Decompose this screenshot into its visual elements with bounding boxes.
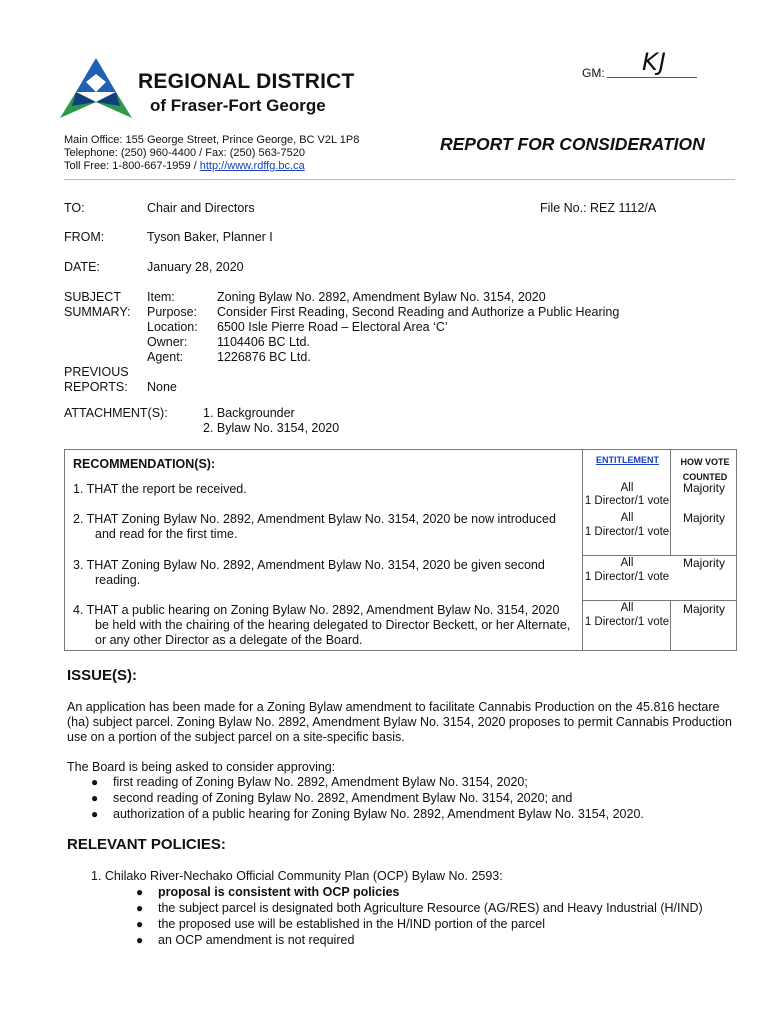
policy-bullet	[136, 884, 143, 900]
report-title: REPORT FOR CONSIDERATION	[440, 134, 705, 154]
tollfree-line	[64, 160, 305, 173]
bullet-icon: ●	[91, 807, 99, 821]
issues-paragraph-line1: An application has been made for a Zoning Bylaw amendment to facilitate Cannabis Production on the 45.816 hectare	[67, 700, 720, 714]
policy-bullet	[136, 900, 143, 916]
bullet-icon: ●	[136, 917, 144, 931]
recommendation-3-line2: reading.	[95, 573, 141, 587]
address-line: Main Office: 155 George Street, Prince George, BC V2L 1P8	[64, 134, 360, 146]
recommendation-4-line2: be held with the chairing of the hearing delegated to Director Beckett, or her Alternate,	[95, 618, 571, 632]
subject-purpose-value: Consider First Reading, Second Reading and Authorize a Public Hearing	[217, 305, 620, 319]
entitlement-4-a: All	[620, 602, 634, 614]
previous-reports-value: None	[147, 380, 177, 394]
issues-bullet-text: authorization of a public hearing for Zoning Bylaw No. 2892, Amendment Bylaw No. 3154, 2020.	[113, 807, 644, 821]
recommendation-3-line1: 3. THAT Zoning Bylaw No. 2892, Amendment Bylaw No. 3154, 2020 be given second	[73, 558, 545, 572]
entitlement-1-b: 1 Director/1 vote	[584, 495, 670, 507]
subject-owner-value: 1104406 BC Ltd.	[217, 335, 310, 349]
attachments-label: ATTACHMENT(S):	[64, 406, 168, 420]
policy-bullet-text: the subject parcel is designated both Agriculture Resource (AG/RES) and Heavy Industrial (H/IND)	[158, 901, 703, 915]
recommendation-2-line2: and read for the first time.	[95, 527, 238, 541]
header-divider	[64, 179, 735, 180]
issues-paragraph-line2: (ha) subject parcel. Zoning Bylaw No. 2892, Amendment Bylaw No. 3154, 2020 proposes to permit Cannabis Production	[67, 715, 732, 729]
policies-heading: RELEVANT POLICIES:	[67, 836, 226, 853]
entitlement-1-a: All	[620, 482, 634, 494]
issues-bullet	[91, 806, 98, 822]
vote-3: Majority	[682, 556, 725, 570]
attachment-item: 2. Bylaw No. 3154, 2020	[203, 421, 340, 435]
issues-bullet	[91, 790, 98, 806]
date-label: DATE:	[64, 260, 100, 274]
subject-owner-key: Owner:	[147, 335, 188, 349]
issues-bullet-text: second reading of Zoning Bylaw No. 2892, Amendment Bylaw No. 3154, 2020; and	[113, 791, 573, 805]
entitlement-4-b: 1 Director/1 vote	[584, 616, 670, 628]
vote-1: Majority	[682, 481, 725, 495]
policy-bullet-text: proposal is consistent with OCP policies	[158, 885, 400, 899]
recommendation-1: 1. THAT the report be received.	[73, 482, 247, 496]
phone-line: Telephone: (250) 960-4400 / Fax: (250) 563-7520	[64, 147, 305, 159]
attachment-item: 1. Backgrounder	[203, 406, 295, 420]
issues-paragraph-2: The Board is being asked to consider approving:	[67, 760, 336, 774]
bullet-icon: ●	[91, 791, 99, 805]
policy-bullet	[136, 932, 143, 948]
recommendation-4-line3: or any other Director as a delegate of the Board.	[95, 633, 363, 647]
date-value: January 28, 2020	[147, 260, 244, 274]
vote-4: Majority	[682, 602, 725, 616]
gm-signature-line	[607, 77, 697, 78]
gm-label: GM:	[582, 66, 605, 80]
subject-location-key: Location:	[147, 320, 198, 334]
org-name: REGIONAL DISTRICT	[138, 70, 355, 93]
bullet-icon: ●	[136, 885, 144, 899]
bullet-icon: ●	[136, 901, 144, 915]
to-label: TO:	[64, 201, 85, 215]
recommendation-2-line1: 2. THAT Zoning Bylaw No. 2892, Amendment Bylaw No. 3154, 2020 be now introduced	[73, 512, 556, 526]
subject-item-key: Item:	[147, 290, 175, 304]
subject-agent-key: Agent:	[147, 350, 184, 364]
recommendations-title: RECOMMENDATION(S):	[73, 457, 216, 471]
issues-bullet-text: first reading of Zoning Bylaw No. 2892, Amendment Bylaw No. 3154, 2020;	[113, 775, 528, 789]
recommendation-4-line1: 4. THAT a public hearing on Zoning Bylaw No. 2892, Amendment Bylaw No. 3154, 2020	[73, 603, 560, 617]
entitlement-3-b: 1 Director/1 vote	[584, 571, 670, 583]
entitlement-header[interactable]: ENTITLEMENT	[596, 455, 659, 465]
summary-label: SUMMARY:	[64, 305, 131, 319]
policy-bullet-text: an OCP amendment is not required	[158, 933, 355, 947]
to-value: Chair and Directors	[147, 201, 255, 215]
gm-initials-signature: KJ	[642, 48, 667, 76]
subject-agent-value: 1226876 BC Ltd.	[217, 350, 311, 364]
regional-district-logo	[58, 58, 134, 120]
vote-2: Majority	[682, 511, 725, 525]
subject-item-value: Zoning Bylaw No. 2892, Amendment Bylaw No. 3154, 2020	[217, 290, 546, 304]
issues-heading: ISSUE(S):	[67, 667, 138, 684]
from-value: Tyson Baker, Planner I	[147, 230, 273, 244]
from-label: FROM:	[64, 230, 105, 244]
bullet-icon: ●	[136, 933, 144, 947]
website-link[interactable]: http://www.rdffg.bc.ca	[199, 160, 305, 172]
policy-item-1: 1. Chilako River-Nechako Official Community Plan (OCP) Bylaw No. 2593:	[91, 869, 503, 883]
issues-bullet	[91, 774, 98, 790]
previous-label: PREVIOUS	[64, 365, 129, 379]
entitlement-2-b: 1 Director/1 vote	[584, 526, 670, 538]
subject-location-value: 6500 Isle Pierre Road – Electoral Area ‘C’	[217, 320, 448, 334]
policy-bullet-text: the proposed use will be established in the H/IND portion of the parcel	[158, 917, 546, 931]
bullet-icon: ●	[91, 775, 99, 789]
policy-bullet	[136, 916, 143, 932]
reports-label: REPORTS:	[64, 380, 128, 394]
table-divider	[670, 449, 671, 555]
vote-header-line1: HOW VOTE	[680, 457, 730, 467]
subject-label: SUBJECT	[64, 290, 121, 304]
org-subname: of Fraser-Fort George	[150, 96, 326, 115]
entitlement-2-a: All	[620, 512, 634, 524]
entitlement-3-a: All	[620, 557, 634, 569]
issues-paragraph-line3: use on a portion of the subject parcel on a site-specific basis.	[67, 730, 405, 744]
tollfree-text: Toll Free: 1-800-667-1959 /	[64, 160, 200, 172]
file-number: File No.: REZ 1112/A	[540, 201, 657, 215]
subject-purpose-key: Purpose:	[147, 305, 198, 319]
table-divider	[670, 600, 671, 651]
vote-header-line2: COUNTED	[682, 472, 728, 482]
